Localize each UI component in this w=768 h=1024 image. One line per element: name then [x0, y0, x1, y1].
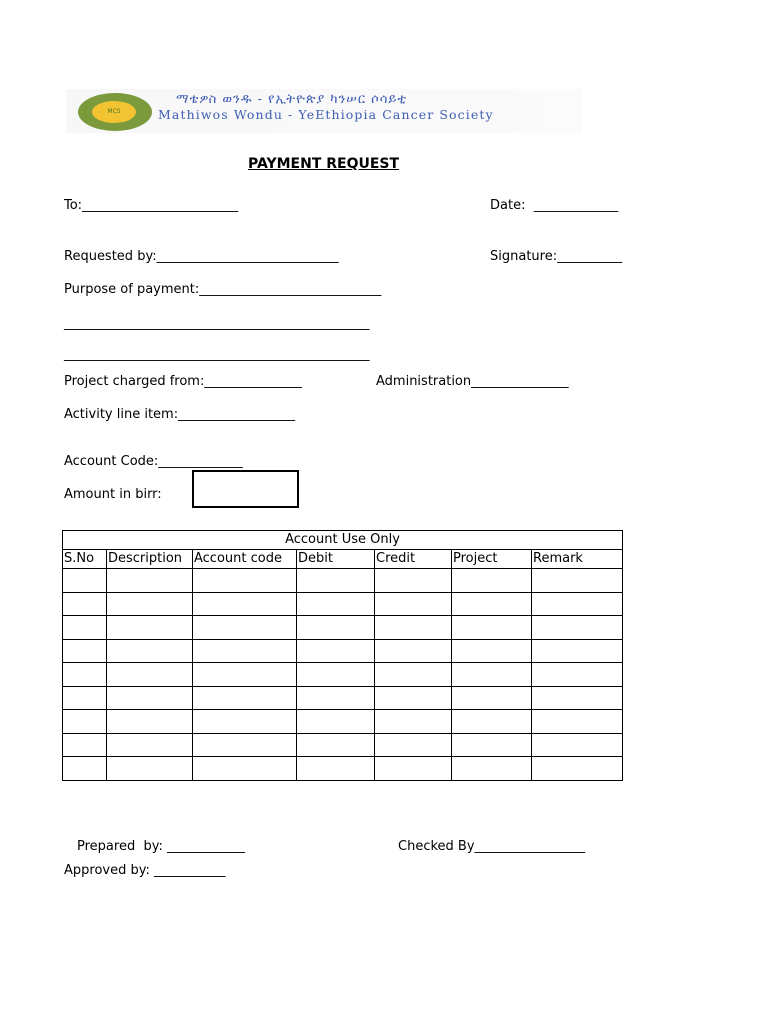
date-field[interactable]: Date: _____________ [490, 198, 619, 213]
table-cell[interactable] [297, 686, 375, 710]
table-cell[interactable] [297, 616, 375, 640]
table-cell[interactable] [452, 710, 532, 734]
table-cell[interactable] [63, 733, 107, 757]
logo-english-name: Mathiwos Wondu - YeEthiopia Cancer Society [158, 107, 494, 122]
table-cell[interactable] [107, 663, 193, 687]
purpose-continuation-line[interactable]: _______________________________________________ [64, 347, 370, 362]
emblem-text: MCS [107, 108, 121, 115]
purpose-of-payment-field[interactable]: Purpose of payment:____________________________ [64, 282, 382, 297]
table-cell[interactable] [452, 569, 532, 593]
table-cell[interactable] [532, 569, 623, 593]
administration-field[interactable]: Administration_______________ [376, 374, 569, 389]
account-use-table [62, 530, 623, 781]
activity-line-item-field[interactable]: Activity line item:__________________ [64, 407, 296, 422]
table-cell[interactable] [107, 592, 193, 616]
checked-by-field[interactable]: Checked By_________________ [398, 839, 586, 854]
logo-amharic-name: ማቴዎስ ወንዱ - የኢትዮጵያ ካንሠር ሶሳይቲ [176, 92, 408, 107]
table-cell[interactable] [107, 710, 193, 734]
table-cell[interactable] [532, 710, 623, 734]
project-charged-field[interactable]: Project charged from:_______________ [64, 374, 302, 389]
column-header-remark: Remark [532, 550, 623, 569]
table-cell[interactable] [297, 663, 375, 687]
table-cell[interactable] [297, 733, 375, 757]
table-row [63, 592, 623, 616]
table-cell[interactable] [63, 569, 107, 593]
table-cell[interactable] [63, 592, 107, 616]
table-cell[interactable] [107, 616, 193, 640]
table-cell[interactable] [532, 686, 623, 710]
table-cell[interactable] [297, 569, 375, 593]
organization-logo-banner [66, 89, 582, 133]
table-cell[interactable] [532, 592, 623, 616]
table-cell[interactable] [63, 663, 107, 687]
table-cell[interactable] [532, 757, 623, 781]
table-cell[interactable] [193, 639, 297, 663]
table-cell[interactable] [375, 757, 452, 781]
table-cell[interactable] [375, 686, 452, 710]
table-cell[interactable] [63, 639, 107, 663]
table-row [63, 686, 623, 710]
signature-field[interactable]: Signature:__________ [490, 249, 623, 264]
table-row [63, 639, 623, 663]
table-cell[interactable] [107, 569, 193, 593]
table-cell[interactable] [532, 616, 623, 640]
table-row [63, 616, 623, 640]
account-code-field[interactable]: Account Code:_____________ [64, 454, 243, 469]
form-title: PAYMENT REQUEST [248, 156, 400, 172]
table-cell[interactable] [297, 592, 375, 616]
table-cell[interactable] [375, 592, 452, 616]
table-cell[interactable] [452, 686, 532, 710]
amount-in-birr-box[interactable] [192, 470, 299, 508]
table-cell[interactable] [375, 710, 452, 734]
table-cell[interactable] [63, 686, 107, 710]
table-cell[interactable] [193, 757, 297, 781]
table-cell[interactable] [193, 733, 297, 757]
column-header-credit: Credit [375, 550, 452, 569]
table-row [63, 733, 623, 757]
table-cell[interactable] [452, 757, 532, 781]
table-cell[interactable] [532, 639, 623, 663]
table-cell[interactable] [532, 733, 623, 757]
emblem-center [92, 101, 136, 123]
table-cell[interactable] [107, 757, 193, 781]
table-cell[interactable] [452, 733, 532, 757]
table-cell[interactable] [375, 733, 452, 757]
table-row [63, 569, 623, 593]
society-emblem-icon [78, 93, 152, 131]
prepared-by-field[interactable]: Prepared by: ____________ [77, 839, 245, 854]
table-row [63, 757, 623, 781]
column-header-project: Project [452, 550, 532, 569]
table-cell[interactable] [375, 639, 452, 663]
table-cell[interactable] [452, 616, 532, 640]
column-header-account-code: Account code [193, 550, 297, 569]
table-row [63, 710, 623, 734]
table-cell[interactable] [107, 639, 193, 663]
requested-by-field[interactable]: Requested by:____________________________ [64, 249, 339, 264]
column-header-description: Description [107, 550, 193, 569]
table-cell[interactable] [193, 710, 297, 734]
approved-by-field[interactable]: Approved by: ___________ [64, 863, 226, 878]
table-caption: Account Use Only [63, 531, 623, 550]
table-cell[interactable] [297, 757, 375, 781]
table-cell[interactable] [375, 616, 452, 640]
table-cell[interactable] [297, 710, 375, 734]
to-field[interactable]: To:________________________ [64, 198, 239, 213]
table-cell[interactable] [375, 663, 452, 687]
table-cell[interactable] [452, 663, 532, 687]
column-header-debit: Debit [297, 550, 375, 569]
table-cell[interactable] [193, 663, 297, 687]
table-cell[interactable] [63, 616, 107, 640]
table-cell[interactable] [107, 733, 193, 757]
table-cell[interactable] [107, 686, 193, 710]
column-header-sno: S.No [63, 550, 107, 569]
table-cell[interactable] [63, 757, 107, 781]
table-cell[interactable] [193, 592, 297, 616]
table-cell[interactable] [532, 663, 623, 687]
table-cell[interactable] [63, 710, 107, 734]
amount-in-birr-label: Amount in birr: [64, 487, 162, 502]
table-cell[interactable] [452, 592, 532, 616]
table-row [63, 663, 623, 687]
table-cell[interactable] [452, 639, 532, 663]
purpose-continuation-line[interactable]: _______________________________________________ [64, 316, 370, 331]
table-cell[interactable] [193, 686, 297, 710]
table-cell[interactable] [193, 616, 297, 640]
table-cell[interactable] [193, 569, 297, 593]
table-cell[interactable] [375, 569, 452, 593]
table-cell[interactable] [297, 639, 375, 663]
